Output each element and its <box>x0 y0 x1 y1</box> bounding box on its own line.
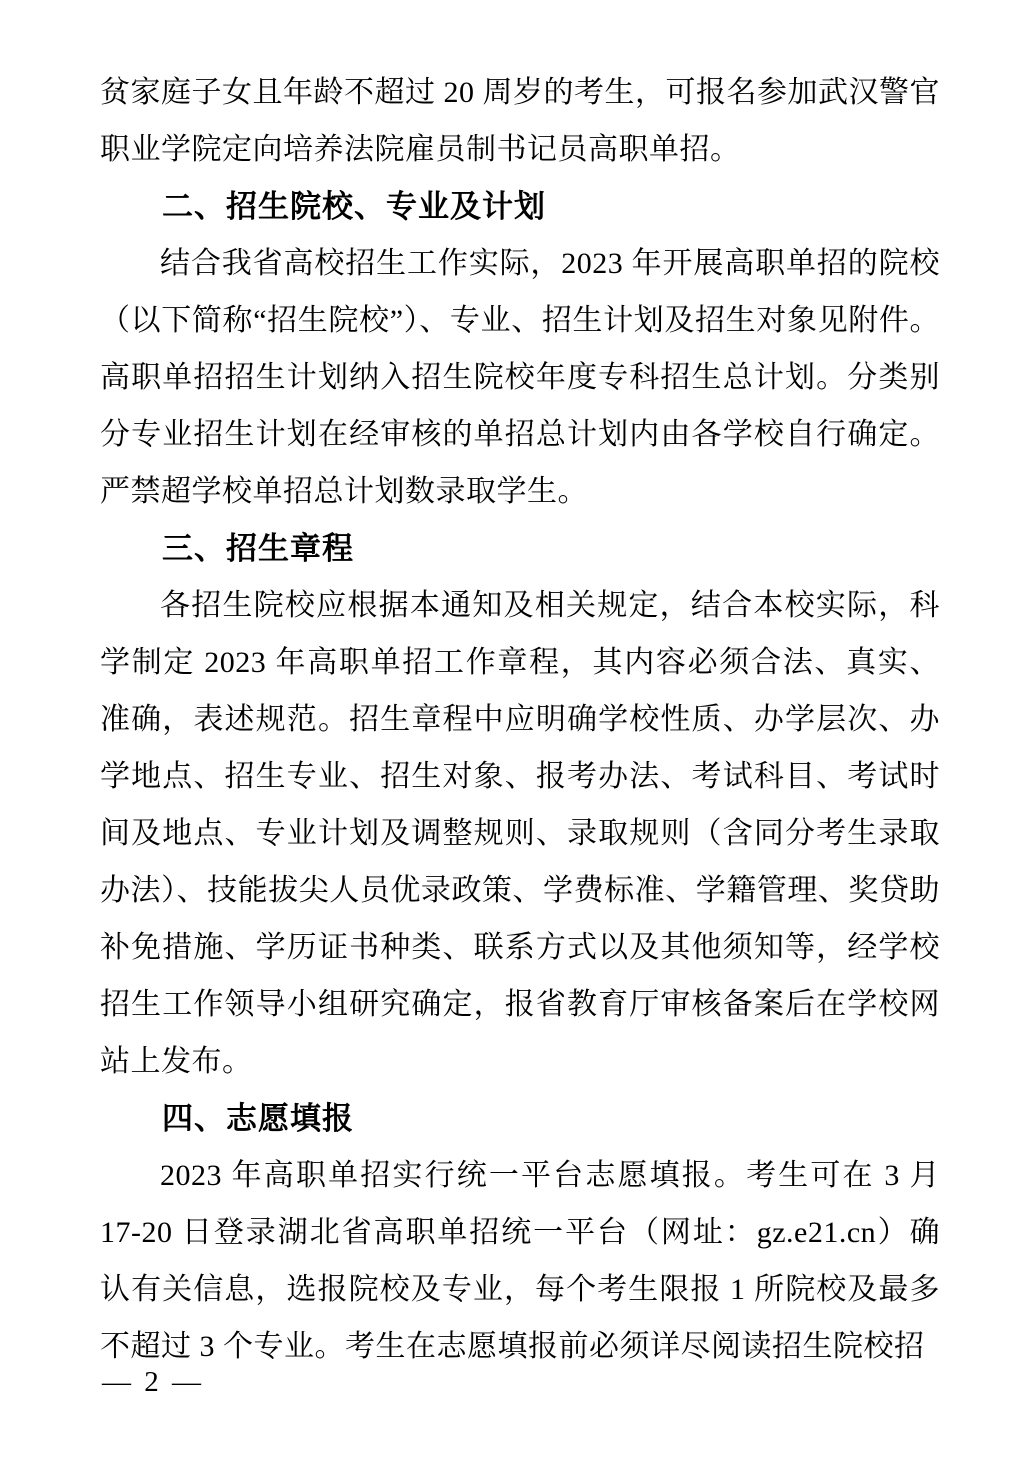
page-number: — 2 — <box>102 1366 204 1398</box>
paragraph-continued-from-previous-page: 贫家庭子女且年龄不超过 20 周岁的考生，可报名参加武汉警官职业学院定向培养法院雇员制书记员高职单招。 <box>100 76 940 166</box>
section-heading-application-filing: 四、志愿填报 <box>162 1101 354 1136</box>
paragraph-enrollment-plan: 结合我省高校招生工作实际，2023 年开展高职单招的院校（以下简称“招生院校”）、专业、招生计划及招生对象见附件。高职单招招生计划纳入招生院校年度专科招生总计划。分类别分专业招生计划在经审核的单招总计划内由各学校自行确定。严禁超学校单招总计划数录取学生。 <box>100 247 940 508</box>
section-heading-enrollment-schools-majors-plan: 二、招生院校、专业及计划 <box>162 189 546 224</box>
document-body <box>100 64 940 1375</box>
section-heading-enrollment-charter: 三、招生章程 <box>162 531 354 566</box>
paragraph-enrollment-charter: 各招生院校应根据本通知及相关规定，结合本校实际，科学制定 2023 年高职单招工作章程，其内容必须合法、真实、准确，表述规范。招生章程中应明确学校性质、办学层次、办学地点、招生专业、招生对象、报考办法、考试科目、考试时间及地点、专业计划及调整规则、录取规则（含同分考生录取办法）、技能拔尖人员优录政策、学费标准、学籍管理、奖贷助补免措施、学历证书种类、联系方式以及其他须知等，经学校招生工作领导小组研究确定，报省教育厅审核备案后在学校网站上发布。 <box>100 589 940 1078</box>
paragraph-application-filing: 2023 年高职单招实行统一平台志愿填报。考生可在 3 月 17-20 日登录湖北省高职单招统一平台（网址：gz.e21.cn）确认有关信息，选报院校及专业，每个考生限报 1 所院校及最多不超过 3 个专业。考生在志愿填报前必须详尽阅读招生院校招 <box>100 1159 940 1363</box>
